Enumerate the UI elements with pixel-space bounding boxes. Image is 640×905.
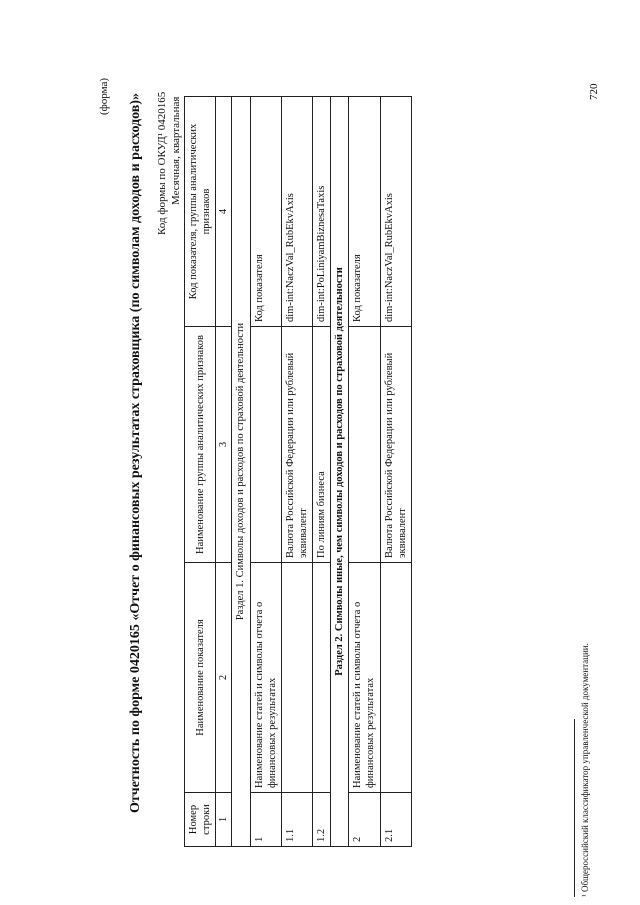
section-row <box>331 97 349 847</box>
row-number: 2.1 <box>380 793 411 847</box>
document-title: Отчетность по форме 0420165 «Отчет о финансовых результатах страховщика (по символам доходов и расходов)» <box>128 92 143 813</box>
footnote: ¹ Общероссийский классификатор управленческой документации. <box>580 643 590 897</box>
report-period: Месячная, квартальная <box>170 96 182 205</box>
indicator-name <box>281 563 312 793</box>
indicator-code: dim-int:NaczVal_RubEkvAxis <box>380 97 411 327</box>
row-number: 1.2 <box>313 793 331 847</box>
group-name: Валюта Российской Федерации или рублевый эквивалент <box>380 327 411 563</box>
group-name <box>349 327 380 563</box>
indicator-code: dim-int:NaczVal_RubEkvAxis <box>281 97 312 327</box>
header-group-name: Наименование группы аналитических признаков <box>185 327 216 563</box>
header-row <box>185 97 216 847</box>
column-number-row <box>216 97 232 847</box>
okud-code: Код формы по ОКУД¹ 0420165 <box>156 91 168 235</box>
indicator-code: dim-int:PoLiniyamBiznesaTaxis <box>313 97 331 327</box>
group-name <box>250 327 281 563</box>
indicator-name <box>313 563 331 793</box>
indicator-code: Код показателя <box>250 97 281 327</box>
form-label: (форма) <box>98 77 110 115</box>
header-row-number: Номер строки <box>185 793 216 847</box>
indicator-name <box>380 563 411 793</box>
indicator-name: Наименование статей и символы отчета о финансовых результатах <box>349 563 380 793</box>
col-number: 4 <box>216 97 232 327</box>
row-number: 1.1 <box>281 793 312 847</box>
table-row <box>349 97 380 847</box>
indicator-name: Наименование статей и символы отчета о финансовых результатах <box>250 563 281 793</box>
table-row <box>313 97 331 847</box>
table-row <box>380 97 411 847</box>
row-number: 1 <box>250 793 281 847</box>
table-row <box>250 97 281 847</box>
page-number: 720 <box>588 83 600 100</box>
row-number: 2 <box>349 793 380 847</box>
section-row <box>232 97 250 847</box>
section-2-title: Раздел 2. Символы иные, чем символы доходов и расходов по страховой деятельности <box>331 97 349 847</box>
col-number: 3 <box>216 327 232 563</box>
table-row <box>281 97 312 847</box>
col-number: 1 <box>216 793 232 847</box>
group-name: Валюта Российской Федерации или рублевый эквивалент <box>281 327 312 563</box>
header-indicator-name: Наименование показателя <box>185 563 216 793</box>
indicators-table <box>184 96 412 847</box>
col-number: 2 <box>216 563 232 793</box>
group-name: По линиям бизнеса <box>313 327 331 563</box>
footnote-divider <box>574 719 575 897</box>
indicator-code: Код показателя <box>349 97 380 327</box>
header-code: Код показателя, группы аналитических признаков <box>185 97 216 327</box>
section-1-title: Раздел 1. Символы доходов и расходов по страховой деятельности <box>232 97 250 847</box>
